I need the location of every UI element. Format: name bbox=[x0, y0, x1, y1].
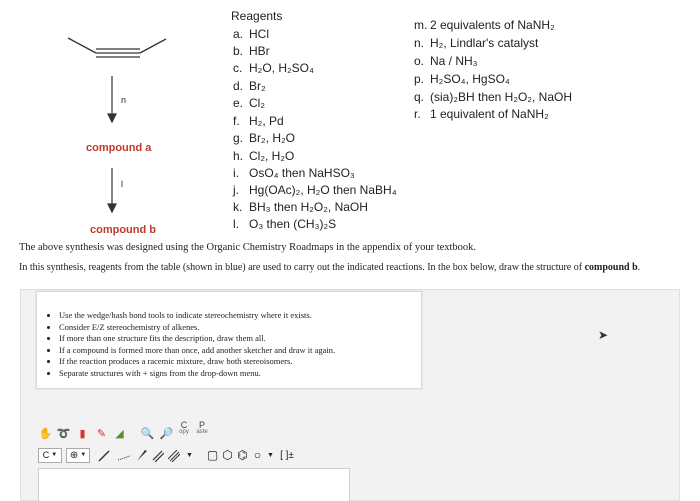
reagent-k: k. BH₃ then H₂O₂, NaOH bbox=[233, 200, 368, 214]
starting-alkyne-structure bbox=[68, 38, 166, 57]
reagent-p: p. H₂SO₄, HgSO₄ bbox=[414, 72, 510, 86]
reagent-a: a. HCl bbox=[233, 27, 269, 41]
pencil-tool-icon[interactable]: ✎ bbox=[96, 428, 107, 440]
reagent-f: f. H₂, Pd bbox=[233, 114, 284, 128]
instruction-item: • Consider E/Z stereochemistry of alkenes. bbox=[59, 322, 421, 334]
select-tool-icon[interactable]: ◢ bbox=[115, 428, 124, 440]
compound-b-label: compound b bbox=[90, 224, 156, 236]
step1-reagent-label: n bbox=[121, 95, 127, 105]
reagent-i: i. OsO₄ then NaHSO₃ bbox=[233, 166, 355, 180]
instructions-list bbox=[37, 292, 421, 379]
reagent-e: e. Cl₂ bbox=[233, 96, 265, 110]
element-c-button[interactable]: C ▼ bbox=[38, 448, 62, 463]
double-bond-icon[interactable] bbox=[150, 448, 165, 463]
cursor-pointer-icon: ➤ bbox=[598, 328, 609, 342]
triple-bond-icon[interactable] bbox=[166, 448, 181, 463]
copy-button[interactable]: C opy bbox=[179, 420, 189, 435]
instruction-item: • If the reaction produces a racemic mixture, draw both stereoisomers. bbox=[59, 356, 421, 368]
instruction-item: • Use the wedge/hash bond tools to indicate stereochemistry where it exists. bbox=[59, 310, 421, 322]
eraser-tool-icon[interactable]: ▮ bbox=[79, 428, 86, 440]
instructions-box bbox=[36, 291, 422, 389]
bond-dropdown-icon[interactable]: ▼ bbox=[186, 452, 193, 459]
bracket-tool-button[interactable]: [ ]± bbox=[280, 450, 294, 461]
reagent-r: r. 1 equivalent of NaNH₂ bbox=[414, 107, 549, 121]
reagent-d: d. Br₂ bbox=[233, 79, 266, 93]
reagent-m: m. 2 equivalents of NaNH₂ bbox=[414, 18, 555, 32]
compound-a-label: compound a bbox=[86, 142, 152, 154]
sketch-canvas[interactable] bbox=[38, 468, 350, 501]
reagents-heading: Reagents bbox=[231, 9, 283, 23]
reagent-h: h. Cl₂, H₂O bbox=[233, 149, 295, 163]
ring-circle-icon[interactable]: ○ bbox=[253, 448, 262, 462]
reagent-o: o. Na / NH₃ bbox=[414, 54, 478, 68]
ring-hexagon-icon[interactable]: ⬡ bbox=[222, 448, 233, 462]
single-bond-icon[interactable] bbox=[96, 448, 111, 463]
instruction-item: • If more than one structure fits the description, draw them all. bbox=[59, 333, 421, 345]
reagent-q: q. (sia)₂BH then H₂O₂, NaOH bbox=[414, 90, 573, 104]
description-line-1: The above synthesis was designed using the Organic Chemistry Roadmaps in the appendix of your textbook. bbox=[19, 242, 477, 253]
description-line-2: In this synthesis, reagents from the table (shown in blue) are used to carry out the indicated reactions. In the box below, draw the structure of compound b. bbox=[19, 262, 641, 273]
charge-plus-button[interactable]: ⊕ ▼ bbox=[66, 448, 90, 463]
wedge-bond-icon[interactable] bbox=[134, 448, 149, 463]
hand-tool-icon[interactable]: ✋ bbox=[38, 428, 53, 440]
reagent-b: b. HBr bbox=[233, 44, 270, 58]
hash-bond-icon[interactable] bbox=[116, 448, 131, 463]
reaction-arrow-1 bbox=[108, 76, 116, 122]
reagent-g: g. Br₂, H₂O bbox=[233, 131, 295, 145]
zoom-in-icon[interactable]: 🔍 bbox=[140, 428, 155, 440]
reagent-c: c. H₂O, H₂SO₄ bbox=[233, 61, 314, 75]
compound-b-emphasis: compound b bbox=[584, 262, 638, 273]
ring-benzene-icon[interactable]: ⌬ bbox=[237, 448, 248, 462]
instruction-item: • Separate structures with + signs from the drop-down menu. bbox=[59, 368, 421, 380]
reagent-j: j. Hg(OAc)₂, H₂O then NaBH₄ bbox=[233, 183, 397, 197]
reagent-l: l. O₃ then (CH₃)₂S bbox=[233, 217, 337, 231]
reagent-n: n. H₂, Lindlar's catalyst bbox=[414, 36, 539, 50]
zoom-out-icon[interactable]: 🔎 bbox=[159, 428, 174, 440]
lasso-tool-icon[interactable]: ➰ bbox=[56, 428, 71, 440]
step2-reagent-label: l bbox=[121, 179, 123, 189]
ring-square-icon[interactable]: ▢ bbox=[206, 448, 219, 462]
reaction-arrow-2 bbox=[108, 168, 116, 212]
ring-dropdown-icon[interactable]: ▼ bbox=[267, 452, 274, 459]
paste-button[interactable]: P aste bbox=[196, 420, 208, 435]
reaction-scheme bbox=[60, 28, 180, 228]
instruction-item: • If a compound is formed more than once, add another sketcher and draw it again. bbox=[59, 345, 421, 357]
